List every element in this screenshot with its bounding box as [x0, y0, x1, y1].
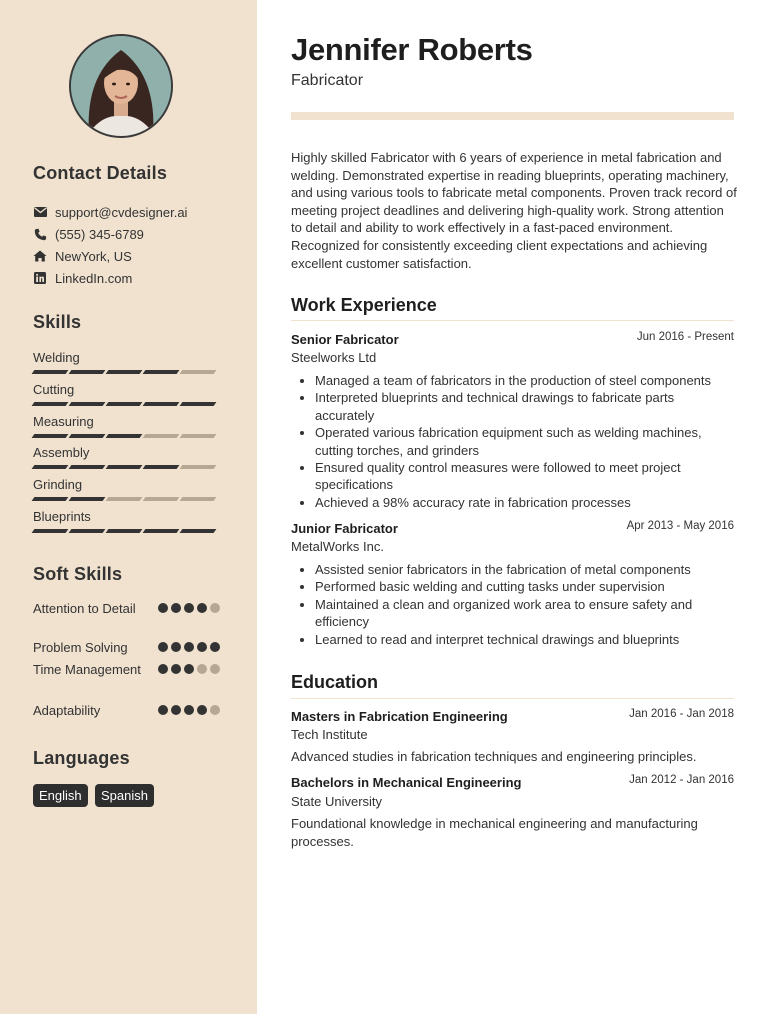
skills-heading: Skills: [33, 312, 82, 332]
skill-item: [33, 476, 223, 501]
soft-skill-rating: [158, 603, 220, 613]
soft-skill-rating: [158, 642, 220, 652]
skill-item: [33, 349, 223, 374]
languages-heading: Languages: [33, 748, 130, 768]
header-accent-bar: [291, 112, 734, 120]
job-title: Senior Fabricator: [291, 332, 399, 347]
skill-bar-segment: [106, 465, 143, 469]
soft-skill-dot: [171, 642, 181, 652]
soft-skill-label: Attention to Detail: [33, 601, 136, 616]
soft-skill-dot: [158, 664, 168, 674]
soft-skill-dot: [158, 705, 168, 715]
skill-bar-segment: [180, 497, 217, 501]
job-bullet: • Achieved a 98% accuracy rate in fabrication processes: [315, 494, 731, 511]
education-heading: Education: [291, 672, 379, 692]
skill-bar-segment: [106, 434, 143, 438]
soft-skill-dot: [197, 705, 207, 715]
skill-bar-segment: [69, 402, 106, 406]
contact-location-text: NewYork, US: [55, 248, 132, 264]
skill-bar-segment: [180, 465, 217, 469]
soft-skill-rating: [158, 664, 220, 674]
job-bullets: [291, 561, 731, 648]
profile-photo-illustration: [71, 36, 171, 136]
job-bullet: • Interpreted blueprints and technical drawings to fabricate parts accurately: [315, 389, 731, 424]
job-dates: Jun 2016 - Present: [636, 331, 734, 343]
summary-text: Highly skilled Fabricator with 6 years of experience in metal fabrication and welding. Demonstrated expertise in reading blueprints, operating machinery, and using various tools to fabricate metal components. Proven track record of meeting project deadlines and delivering high-quality work. Strong attention to detail and ability to work effectively in a fast-paced environment. Recognized for consistently exceeding client expectations and achieving excellent customer satisfaction.: [291, 150, 737, 271]
contact-phone-text: (555) 345-6789: [55, 226, 144, 242]
skill-label: Assembly: [33, 445, 90, 460]
school-name: State University: [291, 794, 383, 809]
soft-skill-label: Adaptability: [33, 703, 101, 718]
work-divider: [291, 320, 734, 321]
contact-linkedin-text: LinkedIn.com: [55, 270, 133, 286]
job-bullet: • Operated various fabrication equipment such as welding machines, cutting torches, and grinders: [315, 424, 731, 459]
skill-bar-segment: [143, 370, 180, 374]
skill-bar-segment: [69, 465, 106, 469]
degree-description: Foundational knowledge in mechanical engineering and manufacturing processes.: [291, 816, 698, 849]
soft-skill-dot: [158, 642, 168, 652]
job-title: Junior Fabricator: [291, 521, 398, 536]
soft-skill-dot: [184, 603, 194, 613]
candidate-name: Jennifer Roberts: [291, 32, 533, 67]
job-bullet: • Managed a team of fabricators in the production of steel components: [315, 372, 731, 389]
skill-bar-segment: [32, 497, 69, 501]
job-company: MetalWorks Inc.: [291, 539, 384, 554]
contact-heading: Contact Details: [33, 163, 168, 183]
soft-skill-dot: [184, 664, 194, 674]
job-bullet: • Performed basic welding and cutting tasks under supervision: [315, 578, 731, 595]
skill-level-bar: [33, 370, 223, 374]
job-bullet: • Assisted senior fabricators in the fabrication of metal components: [315, 561, 731, 578]
soft-skill-dot: [197, 603, 207, 613]
sidebar: [0, 0, 257, 1014]
skill-bar-segment: [106, 529, 143, 533]
degree-description: Advanced studies in fabrication techniques and engineering principles.: [291, 749, 697, 764]
skill-label: Blueprints: [33, 509, 91, 524]
home-icon: [33, 249, 47, 263]
soft-skill-dot: [197, 642, 207, 652]
skill-label: Welding: [33, 350, 80, 365]
degree-title: Masters in Fabrication Engineering: [291, 709, 508, 724]
soft-skill-dot: [210, 664, 220, 674]
contact-email[interactable]: [33, 203, 187, 221]
skill-bar-segment: [32, 465, 69, 469]
skill-item: [33, 381, 223, 406]
skill-bar-segment: [32, 529, 69, 533]
skill-bar-segment: [32, 402, 69, 406]
language-badge: Spanish: [95, 784, 154, 807]
skill-bar-segment: [106, 370, 143, 374]
skill-label: Grinding: [33, 477, 83, 492]
job-dates: Apr 2013 - May 2016: [626, 520, 734, 532]
soft-skill-item: [33, 702, 223, 720]
skill-bar-segment: [143, 529, 180, 533]
soft-skill-dot: [171, 603, 181, 613]
skill-label: Cutting: [33, 382, 75, 397]
degree-title: Bachelors in Mechanical Engineering: [291, 775, 522, 790]
skill-bar-segment: [180, 370, 217, 374]
skill-level-bar: [33, 529, 223, 533]
soft-skills-heading: Soft Skills: [33, 564, 123, 584]
soft-skill-item: [33, 639, 223, 657]
skill-level-bar: [33, 434, 223, 438]
contact-phone[interactable]: [33, 225, 144, 243]
skill-bar-segment: [69, 434, 106, 438]
school-name: Tech Institute: [291, 727, 368, 742]
soft-skill-dot: [210, 705, 220, 715]
degree-dates: Jan 2016 - Jan 2018: [629, 708, 734, 720]
soft-skill-dot: [171, 705, 181, 715]
work-heading: Work Experience: [291, 295, 437, 315]
candidate-title: Fabricator: [291, 72, 364, 89]
job-bullet: • Ensured quality control measures were followed to meet project specifications: [315, 459, 731, 494]
soft-skill-item: [33, 661, 223, 679]
skill-bar-segment: [32, 434, 69, 438]
contact-linkedin[interactable]: [33, 269, 132, 287]
skill-bar-segment: [180, 402, 217, 406]
skill-bar-segment: [143, 402, 180, 406]
soft-skill-dot: [210, 603, 220, 613]
job-bullet: • Maintained a clean and organized work area to ensure safety and efficiency: [315, 596, 731, 631]
soft-skill-dot: [184, 705, 194, 715]
skill-level-bar: [33, 402, 223, 406]
soft-skill-dot: [184, 642, 194, 652]
skill-bar-segment: [180, 434, 217, 438]
contact-email-text: support@cvdesigner.ai: [55, 204, 188, 220]
soft-skill-rating: [158, 705, 220, 715]
skill-level-bar: [33, 497, 223, 501]
soft-skill-label: Problem Solving: [33, 640, 128, 655]
skill-item: [33, 413, 223, 438]
soft-skill-dot: [158, 603, 168, 613]
skill-bar-segment: [106, 402, 143, 406]
education-divider: [291, 698, 734, 699]
skill-label: Measuring: [33, 414, 94, 429]
soft-skill-item: [33, 600, 223, 618]
skill-level-bar: [33, 465, 223, 469]
skill-bar-segment: [69, 497, 106, 501]
job-bullets: [291, 372, 731, 511]
soft-skill-dot: [171, 664, 181, 674]
skill-bar-segment: [143, 497, 180, 501]
envelope-icon: [33, 205, 47, 219]
skill-bar-segment: [69, 370, 106, 374]
language-badge: English: [33, 784, 88, 807]
skill-bar-segment: [32, 370, 69, 374]
soft-skill-label: Time Management: [33, 662, 141, 677]
soft-skill-dot: [210, 642, 220, 652]
job-bullet: • Learned to read and interpret technical drawings and blueprints: [315, 631, 731, 648]
profile-photo: [69, 34, 173, 138]
skill-item: [33, 444, 223, 469]
skill-item: [33, 508, 223, 533]
linkedin-icon: [33, 271, 47, 285]
phone-icon: [33, 227, 47, 241]
job-company: Steelworks Ltd: [291, 350, 377, 365]
contact-location: [33, 247, 132, 265]
skill-bar-segment: [180, 529, 217, 533]
skill-bar-segment: [143, 465, 180, 469]
skill-bar-segment: [69, 529, 106, 533]
degree-dates: Jan 2012 - Jan 2016: [629, 774, 734, 786]
skill-bar-segment: [143, 434, 180, 438]
soft-skill-dot: [197, 664, 207, 674]
skill-bar-segment: [106, 497, 143, 501]
